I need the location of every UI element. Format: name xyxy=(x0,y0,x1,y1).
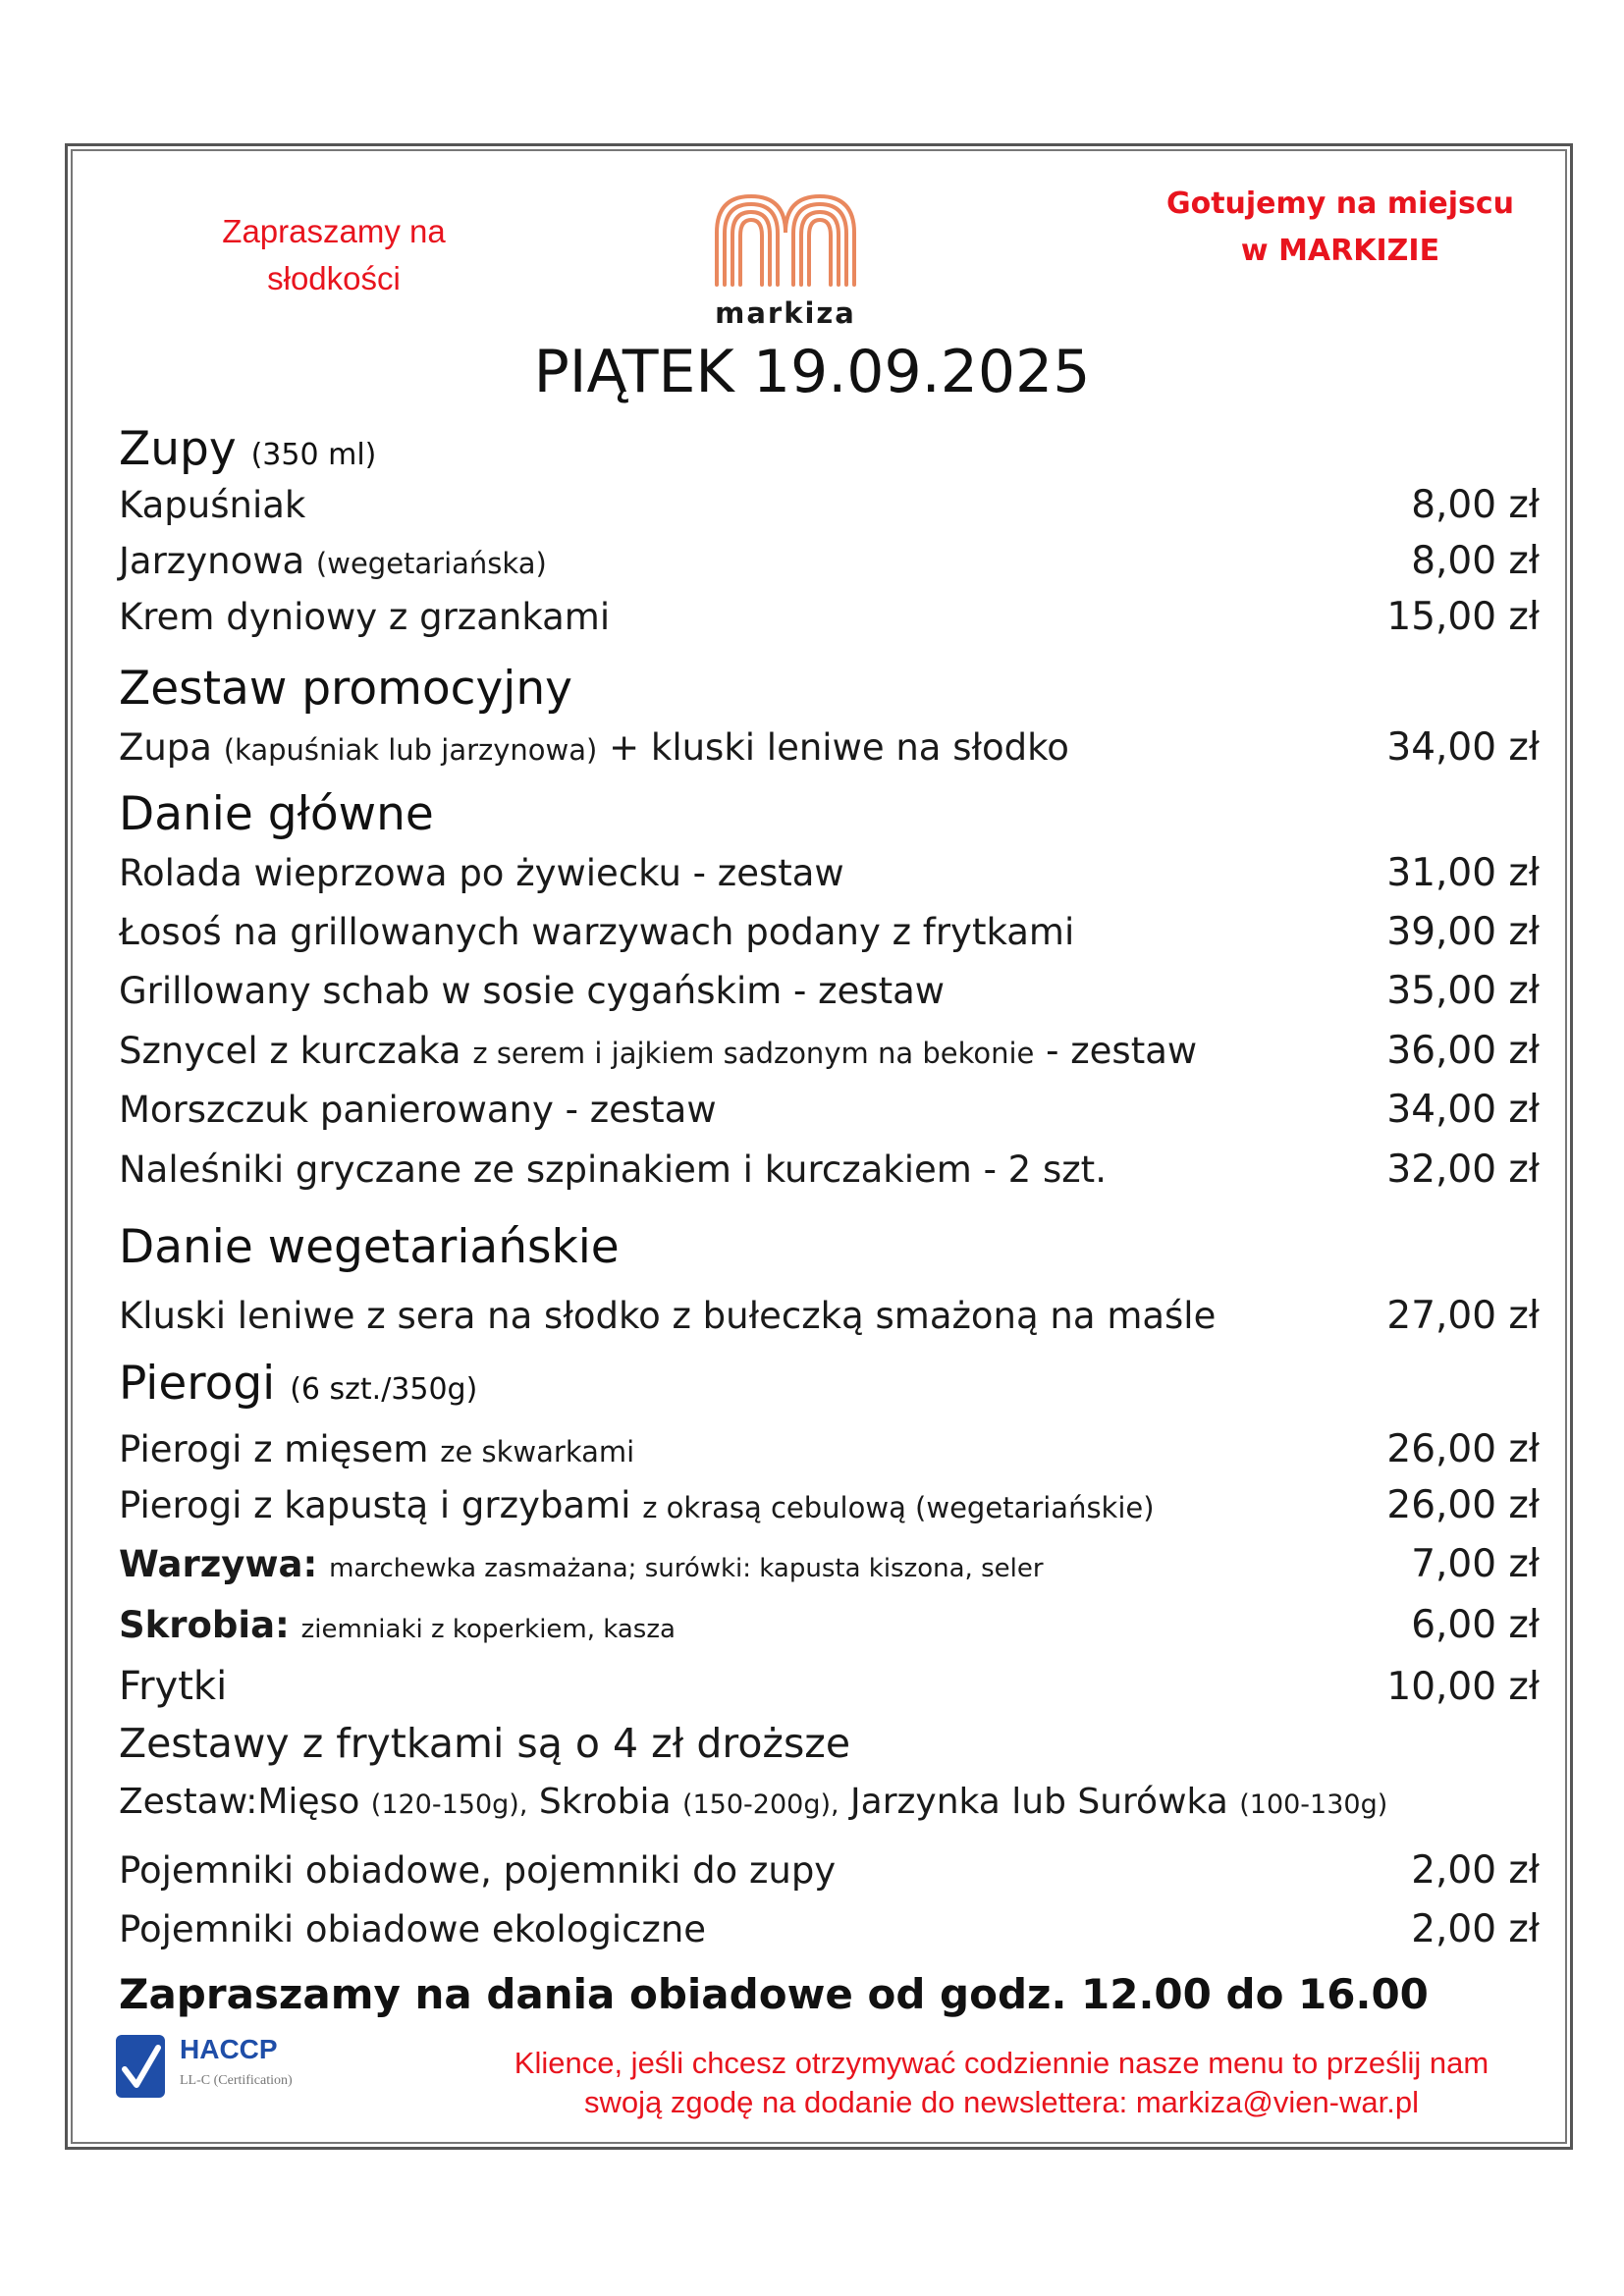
item-name: Zupa xyxy=(119,726,212,769)
item-price: 36,00 zł xyxy=(1386,1029,1540,1073)
item-name: Kapuśniak xyxy=(119,484,306,526)
item-price: 8,00 zł xyxy=(1411,539,1540,583)
menu-item xyxy=(119,1294,1540,1341)
markiza-logo xyxy=(712,188,859,330)
item-price: 27,00 zł xyxy=(1386,1294,1540,1338)
item-price: 34,00 zł xyxy=(1386,1088,1540,1132)
item-name: Łosoś na grillowanych warzywach podany z frytkami xyxy=(119,911,1075,953)
section-mains-title: Danie główne xyxy=(119,787,434,841)
sweets-promo-line-1: Zapraszamy na xyxy=(222,213,446,249)
newsletter-notice xyxy=(412,2044,1591,2122)
section-mains xyxy=(119,787,434,841)
menu-item xyxy=(119,851,1540,898)
sweets-promo xyxy=(177,208,491,302)
set-info-part-2: Skrobia xyxy=(538,1782,672,1822)
menu-item xyxy=(119,1542,1540,1589)
menu-item xyxy=(119,725,1540,773)
section-pierogi-note: (6 szt./350g) xyxy=(290,1372,478,1407)
item-name: Pierogi z mięsem xyxy=(119,1428,429,1470)
menu-item xyxy=(119,969,1540,1016)
newsletter-line-1: Klience, jeśli chcesz otrzymywać codziennie nasze menu to prześlij nam xyxy=(514,2046,1489,2080)
menu-item xyxy=(119,910,1540,957)
section-promo-set-title: Zestaw promocyjny xyxy=(119,662,572,716)
item-price: 31,00 zł xyxy=(1386,851,1540,895)
set-info xyxy=(119,1782,1387,1822)
item-note: (wegetariańska) xyxy=(315,547,547,580)
set-info-part-1: Zestaw:Mięso xyxy=(119,1782,360,1822)
item-price: 10,00 zł xyxy=(1386,1665,1540,1709)
menu-item xyxy=(119,1603,1540,1650)
section-promo-set xyxy=(119,662,572,716)
item-note: z serem i jajkiem sadzonym na bekonie xyxy=(472,1037,1035,1070)
item-name: Frytki xyxy=(119,1664,228,1709)
cooking-promo xyxy=(1139,181,1542,275)
menu-item xyxy=(119,1029,1540,1076)
cooking-promo-line-2: w MARKIZIE xyxy=(1240,234,1440,268)
menu-item xyxy=(119,1664,1540,1711)
item-name-rest: + kluski leniwe na słodko xyxy=(609,726,1069,769)
item-price: 2,00 zł xyxy=(1411,1848,1540,1893)
cooking-promo-line-1: Gotujemy na miejscu xyxy=(1165,187,1515,221)
section-vegetarian xyxy=(119,1220,620,1274)
item-name: Jarzynowa xyxy=(119,540,305,582)
item-name: Morszczuk panierowany - zestaw xyxy=(119,1089,717,1131)
set-info-note-3: (100-130g) xyxy=(1239,1789,1388,1820)
menu-item xyxy=(119,1148,1540,1195)
item-name: Naleśniki gryczane ze szpinakiem i kurczakiem - 2 szt. xyxy=(119,1148,1107,1191)
haccp-badge xyxy=(115,2034,321,2103)
markiza-logo-icon xyxy=(712,188,859,287)
menu-item xyxy=(119,539,1540,586)
newsletter-line-2: swoją zgodę na dodanie do newslettera: markiza@vien-war.pl xyxy=(584,2085,1419,2119)
page-title: PIĄTEK 19.09.2025 xyxy=(533,338,1091,406)
menu-item xyxy=(119,595,1540,642)
item-price: 8,00 zł xyxy=(1411,483,1540,527)
item-price: 6,00 zł xyxy=(1411,1603,1540,1647)
item-price: 35,00 zł xyxy=(1386,969,1540,1013)
item-price: 15,00 zł xyxy=(1386,595,1540,639)
side-label: Skrobia: xyxy=(119,1604,290,1646)
section-pierogi-title: Pierogi xyxy=(119,1357,276,1411)
item-price: 7,00 zł xyxy=(1411,1542,1540,1586)
haccp-subtitle: LL-C (Certification) xyxy=(180,2073,293,2088)
section-vegetarian-title: Danie wegetariańskie xyxy=(119,1220,620,1274)
section-soups-note: (350 ml) xyxy=(250,438,377,472)
fries-note: Zestawy z frytkami są o 4 zł droższe xyxy=(119,1720,851,1767)
item-name: Pojemniki obiadowe ekologiczne xyxy=(119,1908,707,1950)
item-name: Rolada wieprzowa po żywiecku - zestaw xyxy=(119,852,844,894)
set-info-note-2: (150-200g), xyxy=(681,1789,839,1820)
side-note: marchewka zasmażana; surówki: kapusta kiszona, seler xyxy=(329,1554,1044,1583)
item-name: Grillowany schab w sosie cygańskim - zestaw xyxy=(119,970,946,1012)
set-info-part-3: Jarzynka lub Surówka xyxy=(850,1782,1228,1822)
item-name: Kluski leniwe z sera na słodko z bułeczką smażoną na maśle xyxy=(119,1295,1217,1337)
menu-item xyxy=(119,483,1540,530)
item-name: Sznycel z kurczaka xyxy=(119,1030,461,1072)
menu-item xyxy=(119,1088,1540,1135)
item-note: ze skwarkami xyxy=(440,1435,635,1468)
item-note: (kapuśniak lub jarzynowa) xyxy=(223,733,598,767)
section-pierogi xyxy=(119,1357,477,1411)
side-note: ziemniaki z koperkiem, kasza xyxy=(300,1615,676,1644)
item-price: 32,00 zł xyxy=(1386,1148,1540,1192)
item-price: 26,00 zł xyxy=(1386,1483,1540,1527)
item-name: Pojemniki obiadowe, pojemniki do zupy xyxy=(119,1849,837,1892)
menu-item xyxy=(119,1848,1540,1896)
menu-item xyxy=(119,1483,1540,1530)
item-price: 39,00 zł xyxy=(1386,910,1540,954)
haccp-title: HACCP xyxy=(180,2034,278,2064)
item-price: 34,00 zł xyxy=(1386,725,1540,770)
opening-hours: Zapraszamy na dania obiadowe od godz. 12.00 do 16.00 xyxy=(119,1970,1429,2018)
item-price: 2,00 zł xyxy=(1411,1907,1540,1951)
item-price: 26,00 zł xyxy=(1386,1427,1540,1471)
item-name: Krem dyniowy z grzankami xyxy=(119,596,611,638)
item-name-rest: - zestaw xyxy=(1046,1030,1198,1072)
item-name: Pierogi z kapustą i grzybami xyxy=(119,1484,631,1526)
logo-text: markiza xyxy=(715,296,856,330)
menu-item xyxy=(119,1427,1540,1474)
section-soups-title: Zupy xyxy=(119,422,237,476)
side-label: Warzywa: xyxy=(119,1543,318,1585)
item-note: z okrasą cebulową (wegetariańskie) xyxy=(642,1491,1155,1524)
set-info-note-1: (120-150g), xyxy=(370,1789,528,1820)
sweets-promo-line-2: słodkości xyxy=(267,260,401,296)
section-soups xyxy=(119,422,376,476)
haccp-check-icon xyxy=(115,2034,166,2099)
menu-item xyxy=(119,1907,1540,1954)
